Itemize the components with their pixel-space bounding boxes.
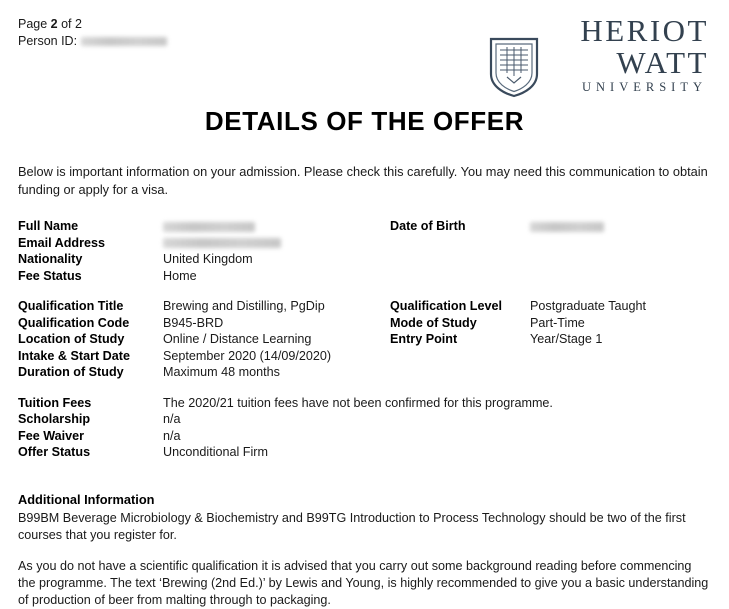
fee-status-label: Fee Status <box>18 268 82 283</box>
qualification-level-label: Qualification Level <box>390 299 502 313</box>
cell-fee-status <box>18 268 390 285</box>
page-total: 2 <box>75 17 82 31</box>
cell-tuition-fees <box>18 395 578 412</box>
row-qualification-title <box>18 298 711 315</box>
qualification-code-label: Qualification Code <box>18 315 130 330</box>
row-nationality <box>18 251 711 268</box>
cell-offer-status <box>18 444 390 461</box>
row-location-of-study <box>18 331 711 348</box>
person-id-redacted-value <box>81 37 167 46</box>
personal-details-block <box>18 218 711 284</box>
offer-status-value: Unconditional Firm <box>163 445 268 459</box>
university-logo-text <box>580 14 709 96</box>
cell-qualification-code <box>18 315 390 332</box>
page-current: 2 <box>50 17 58 31</box>
additional-information-paragraph-2: As you do not have a scientific qualification it is advised that you carry out some background reading before commencing the programme. The text ‘Brewing (2nd Ed.)’ by Lewis and Young, is highly recommended to give you a basic understanding of production of beer from malting through to packaging. <box>18 558 709 607</box>
cell-entry-point <box>390 331 711 348</box>
entry-point-label: Entry Point <box>390 332 458 346</box>
logo-line-university: UNIVERSITY <box>582 80 707 94</box>
tuition-fees-label: Tuition Fees <box>18 395 92 410</box>
row-qualification-code <box>18 315 711 332</box>
email-address-label: Email Address <box>18 235 106 250</box>
details-section <box>0 218 729 461</box>
mode-of-study-label: Mode of Study <box>390 315 477 330</box>
duration-of-study-value: Maximum 48 months <box>163 365 280 379</box>
row-intake-start-date <box>18 348 711 365</box>
row-fee-status <box>18 268 711 285</box>
page-middle: of <box>57 17 75 31</box>
row-tuition-fees <box>18 395 711 412</box>
full-name-redacted <box>163 222 255 232</box>
page-title: DETAILS OF THE OFFER <box>204 106 525 136</box>
row-scholarship <box>18 411 711 428</box>
cell-qualification-level <box>390 298 711 315</box>
cell-qualification-title <box>18 298 390 315</box>
additional-information-section <box>18 491 711 609</box>
intake-start-date-label: Intake & Start Date <box>18 348 130 363</box>
tuition-fees-value: The 2020/21 tuition fees have not been confirmed for this programme. <box>163 395 553 410</box>
cell-date-of-birth <box>390 218 711 235</box>
nationality-label: Nationality <box>18 252 83 266</box>
logo-line-heriot: HERIOT <box>580 13 709 48</box>
document-header <box>0 0 729 96</box>
row-offer-status <box>18 444 711 461</box>
offer-status-label: Offer Status <box>18 445 91 459</box>
full-name-label: Full Name <box>18 219 79 233</box>
email-address-redacted <box>163 238 281 248</box>
heriot-watt-crest-icon <box>487 36 541 98</box>
location-of-study-value: Online / Distance Learning <box>163 332 312 346</box>
entry-point-value: Year/Stage 1 <box>530 332 603 346</box>
scholarship-value: n/a <box>163 412 181 426</box>
mode-of-study-value: Part-Time <box>530 315 585 330</box>
intro-paragraph: Below is important information on your admission. Please check this carefully. You may need this communication to obtain funding or apply for a visa. <box>18 164 708 197</box>
date-of-birth-label: Date of Birth <box>390 219 466 233</box>
row-duration-of-study <box>18 364 711 381</box>
qualification-title-value: Brewing and Distilling, PgDip <box>163 299 325 313</box>
qualification-title-label: Qualification Title <box>18 299 124 313</box>
page-label-prefix: Page <box>18 17 51 31</box>
cell-fee-waiver <box>18 428 390 445</box>
fees-block <box>18 395 711 461</box>
logo-line-watt: WATT <box>616 45 709 80</box>
programme-details-block <box>18 298 711 381</box>
nationality-value: United Kingdom <box>163 252 253 266</box>
cell-scholarship <box>18 411 390 428</box>
cell-duration-of-study <box>18 364 390 381</box>
date-of-birth-value <box>530 218 711 235</box>
fee-status-value: Home <box>163 268 197 283</box>
full-name-value <box>163 218 390 235</box>
cell-nationality <box>18 251 390 268</box>
cell-full-name <box>18 218 390 235</box>
duration-of-study-label: Duration of Study <box>18 365 124 379</box>
intake-start-date-value: September 2020 (14/09/2020) <box>163 348 332 363</box>
scholarship-label: Scholarship <box>18 412 91 426</box>
university-logo <box>479 14 709 100</box>
cell-mode-of-study <box>390 315 711 332</box>
qualification-code-value: B945-BRD <box>163 315 224 330</box>
location-of-study-label: Location of Study <box>18 332 125 346</box>
row-email-address <box>18 235 711 252</box>
row-fee-waiver <box>18 428 711 445</box>
cell-location-of-study <box>18 331 390 348</box>
fee-waiver-value: n/a <box>163 428 181 443</box>
additional-information-paragraph-1: B99BM Beverage Microbiology & Biochemistry and B99TG Introduction to Process Technology should be two of the first courses that you register for. <box>18 510 686 542</box>
date-of-birth-redacted <box>530 222 604 232</box>
row-full-name <box>18 218 711 235</box>
cell-intake-start-date <box>18 348 390 365</box>
additional-information-heading: Additional Information <box>18 491 155 507</box>
qualification-level-value: Postgraduate Taught <box>530 299 646 313</box>
cell-email-address <box>18 235 390 252</box>
email-address-value <box>163 235 390 252</box>
fee-waiver-label: Fee Waiver <box>18 428 85 443</box>
person-id-label: Person ID: <box>18 34 78 48</box>
